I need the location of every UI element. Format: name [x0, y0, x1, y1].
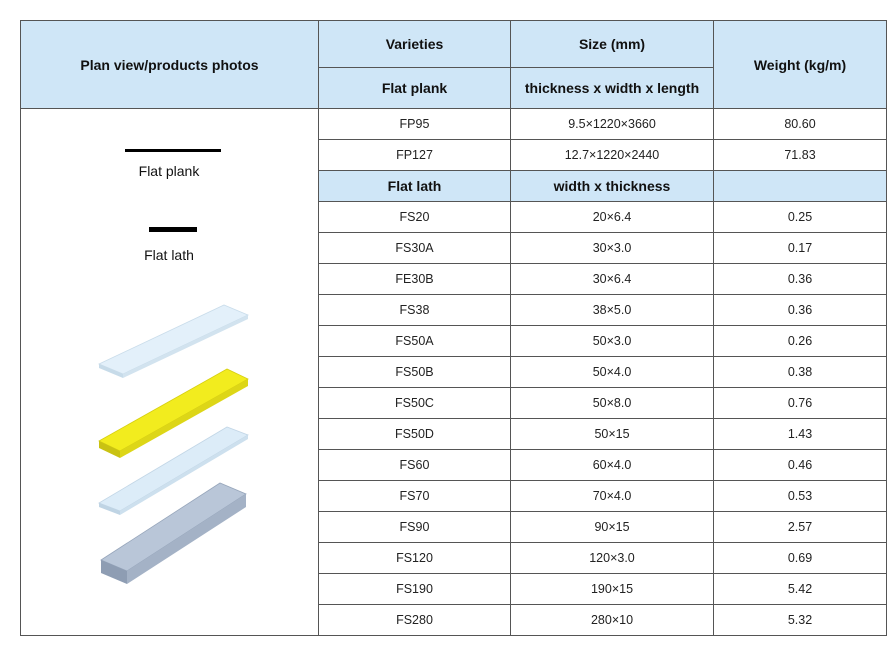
- size-cell: 90×15: [511, 512, 714, 543]
- size-cell: 60×4.0: [511, 450, 714, 481]
- variety-cell: FS70: [319, 481, 511, 512]
- product-photo-area: [21, 109, 317, 632]
- plan-view-header: Plan view/products photos: [21, 21, 319, 109]
- plank-samples-illustration: [21, 109, 317, 632]
- variety-cell: FS20: [319, 202, 511, 233]
- variety-cell: FP127: [319, 140, 511, 171]
- variety-cell: FS50D: [319, 419, 511, 450]
- flat-lath-subheader: Flat lath: [319, 171, 511, 202]
- size-cell: 20×6.4: [511, 202, 714, 233]
- varieties-header: Varieties: [319, 21, 511, 68]
- flat-plank-subheader: Flat plank: [319, 68, 511, 109]
- variety-cell: FS190: [319, 574, 511, 605]
- lath-dims-subheader: width x thickness: [511, 171, 714, 202]
- weight-cell: 0.17: [714, 233, 887, 264]
- size-cell: 9.5×1220×3660: [511, 109, 714, 140]
- size-cell: 30×6.4: [511, 264, 714, 295]
- variety-cell: FS38: [319, 295, 511, 326]
- weight-cell: 0.36: [714, 264, 887, 295]
- variety-cell: FS50A: [319, 326, 511, 357]
- weight-cell: 0.26: [714, 326, 887, 357]
- variety-cell: FS50B: [319, 357, 511, 388]
- weight-cell: 5.42: [714, 574, 887, 605]
- light-blue-plank-image: [99, 305, 248, 378]
- size-cell: 50×8.0: [511, 388, 714, 419]
- variety-cell: FS50C: [319, 388, 511, 419]
- flat-lath-legend-label: Flat lath: [144, 247, 194, 263]
- weight-cell: 5.32: [714, 605, 887, 636]
- weight-cell: 0.38: [714, 357, 887, 388]
- product-photo-cell: [21, 109, 319, 636]
- weight-cell: 0.36: [714, 295, 887, 326]
- size-cell: 50×15: [511, 419, 714, 450]
- variety-cell: FS280: [319, 605, 511, 636]
- flat-plank-spec-table: [20, 20, 887, 636]
- weight-cell: 0.53: [714, 481, 887, 512]
- size-cell: 190×15: [511, 574, 714, 605]
- variety-cell: FE30B: [319, 264, 511, 295]
- variety-cell: FS30A: [319, 233, 511, 264]
- spec-table-wrapper: [20, 20, 886, 633]
- flat-plank-legend-label: Flat plank: [138, 163, 200, 179]
- variety-cell: FP95: [319, 109, 511, 140]
- variety-cell: FS60: [319, 450, 511, 481]
- size-cell: 120×3.0: [511, 543, 714, 574]
- weight-cell: 0.69: [714, 543, 887, 574]
- variety-cell: FS120: [319, 543, 511, 574]
- size-cell: 38×5.0: [511, 295, 714, 326]
- weight-cell: 0.25: [714, 202, 887, 233]
- weight-cell: 1.43: [714, 419, 887, 450]
- weight-cell: 0.76: [714, 388, 887, 419]
- size-cell: 12.7×1220×2440: [511, 140, 714, 171]
- weight-cell: 0.46: [714, 450, 887, 481]
- size-cell: 70×4.0: [511, 481, 714, 512]
- weight-cell: 71.83: [714, 140, 887, 171]
- weight-cell: 2.57: [714, 512, 887, 543]
- weight-header: Weight (kg/m): [714, 21, 887, 109]
- size-cell: 50×3.0: [511, 326, 714, 357]
- plank-dims-subheader: thickness x width x length: [511, 68, 714, 109]
- size-cell: 30×3.0: [511, 233, 714, 264]
- table-row: [21, 109, 887, 140]
- weight-cell: 80.60: [714, 109, 887, 140]
- lath-weight-subheader-empty: [714, 171, 887, 202]
- size-cell: 280×10: [511, 605, 714, 636]
- variety-cell: FS90: [319, 512, 511, 543]
- size-cell: 50×4.0: [511, 357, 714, 388]
- size-header: Size (mm): [511, 21, 714, 68]
